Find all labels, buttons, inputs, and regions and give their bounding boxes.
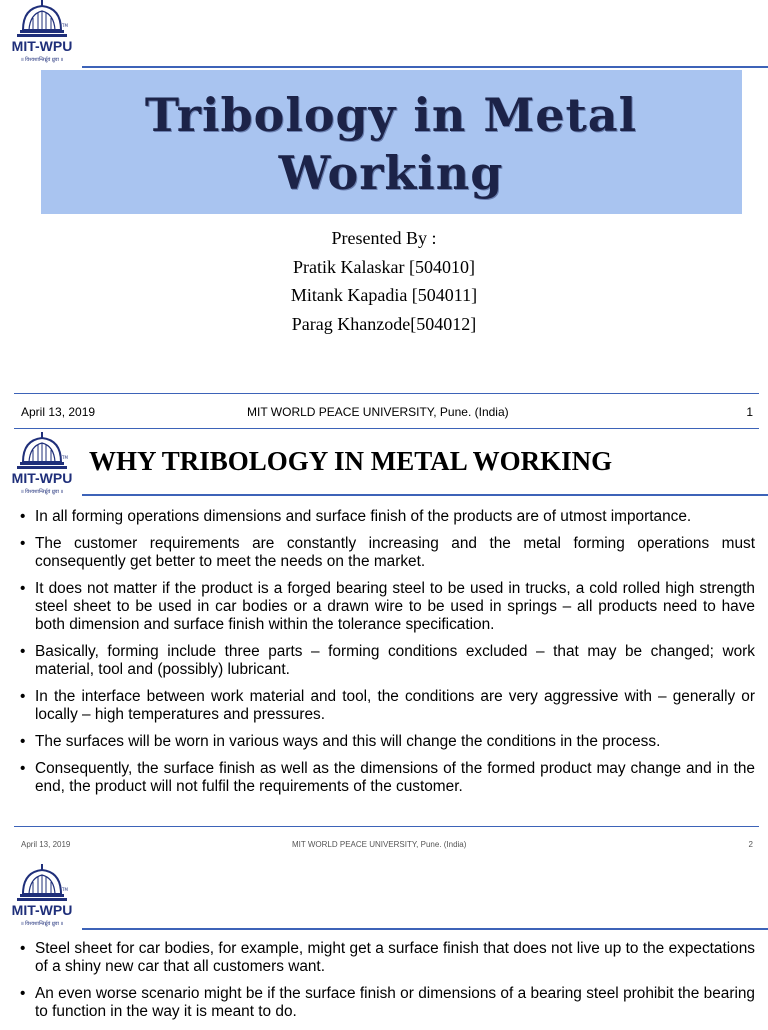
mit-wpu-logo [7, 864, 77, 930]
list-item: • Consequently, the surface finish as well as the dimensions of the formed product may change and in the end, the product will not fulfil the requirements of the customer. [20, 760, 755, 796]
slide-heading: WHY TRIBOLOGY IN METAL WORKING [89, 446, 613, 476]
footer-rule [14, 393, 759, 394]
logo-wordmark: MIT-WPU [11, 902, 73, 918]
list-item: • It does not matter if the product is a forged bearing steel to be used in trucks, a cold rolled high strength steel sheet to be used in car bodies or a drawn wire to be used in springs – all products need to have both dimension and surface finish within the tolerance specification. [20, 580, 755, 634]
footer-date: April 13, 2019 [21, 840, 71, 849]
list-item: • An even worse scenario might be if the surface finish or dimensions of a bearing steel prohibit the bearing to function in the way it is meant to do. [20, 985, 755, 1021]
svg-text:TM: TM [62, 23, 68, 28]
slide-title: Tribology in Metal Working [144, 88, 638, 200]
list-item: • The surfaces will be worn in various ways and this will change the conditions in the process. [20, 733, 755, 751]
list-item: • Steel sheet for car bodies, for example, might get a surface finish that does not live up to the expectations of a shiny new car that all customers want. [20, 940, 755, 976]
header-rule [82, 66, 768, 68]
list-item: • In all forming operations dimensions and surface finish of the products are of utmost importance. [20, 508, 755, 526]
logo-wordmark: MIT-WPU [11, 38, 73, 54]
footer-organization: MIT WORLD PEACE UNIVERSITY, Pune. (India) [292, 840, 467, 849]
logo-tagline: ॥ विश्वशान्तिर्ध्रुवं ध्रुवा ॥ [20, 57, 64, 63]
dome-icon [17, 432, 67, 472]
slide-2 [0, 428, 768, 823]
presenters-block [0, 224, 768, 338]
slide-3 [0, 856, 768, 1024]
footer-page-number: 1 [746, 405, 753, 419]
list-item: • In the interface between work material and tool, the conditions are very aggressive with – generally or locally – high temperatures and pressures. [20, 688, 755, 724]
footer-date: April 13, 2019 [21, 405, 96, 419]
presenter-name: Pratik Kalaskar [504010] [293, 256, 475, 277]
bullet-list [20, 508, 755, 805]
svg-text:TM: TM [62, 455, 68, 460]
logo-tagline: ॥ विश्वशान्तिर्ध्रुवं ध्रुवा ॥ [20, 921, 64, 927]
logo-tagline: ॥ विश्वशान्तिर्ध्रुवं ध्रुवा ॥ [20, 489, 64, 495]
presenter-name: Mitank Kapadia [504011] [290, 285, 478, 305]
list-item: • Basically, forming include three parts – forming conditions excluded – that may be changed; work material, tool and (possibly) lubricant. [20, 643, 755, 679]
header-rule [14, 428, 759, 429]
header-rule [82, 494, 768, 496]
dome-icon [17, 0, 67, 40]
logo-wordmark: MIT-WPU [11, 470, 73, 486]
svg-text:TM: TM [62, 887, 68, 892]
presenter-name: Parag Khanzode[504012] [291, 313, 477, 334]
footer-page-number: 2 [748, 840, 753, 849]
title-banner [41, 70, 742, 214]
header-rule [82, 928, 768, 930]
dome-icon [17, 864, 67, 904]
mit-wpu-logo [7, 0, 77, 66]
bullet-list [20, 940, 755, 1030]
footer-organization: MIT WORLD PEACE UNIVERSITY, Pune. (India) [247, 405, 509, 419]
footer-rule [14, 826, 759, 827]
list-item: • The customer requirements are constantly increasing and the metal forming operations must consequently get better to meet the needs on the market. [20, 535, 755, 571]
mit-wpu-logo [7, 432, 77, 498]
presented-by-label: Presented By : [331, 228, 437, 248]
slide-1 [0, 0, 768, 395]
